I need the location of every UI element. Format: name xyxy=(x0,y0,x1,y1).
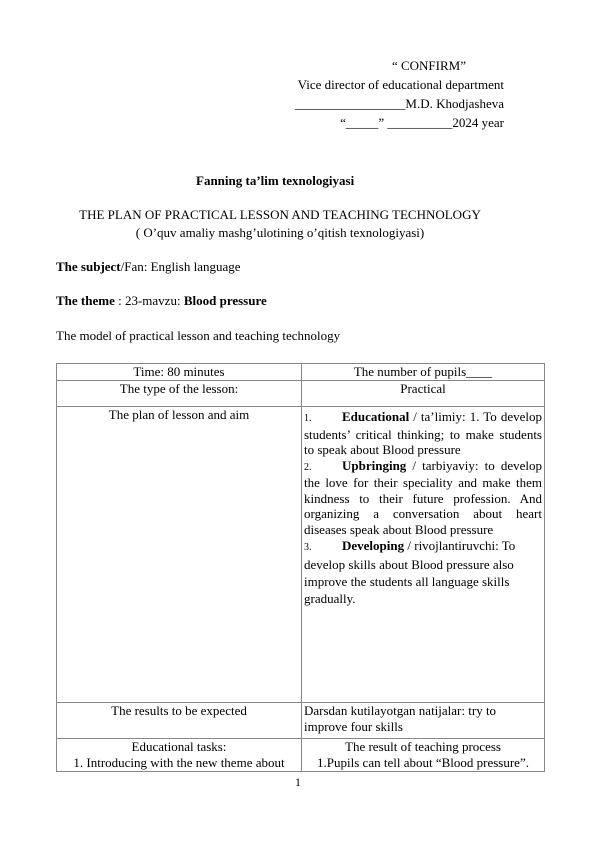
subject-line xyxy=(56,259,241,275)
theme-line xyxy=(56,293,267,309)
approval-date: “_____” __________2024 year xyxy=(340,115,504,130)
theme-mid: : 23-mavzu: xyxy=(114,293,184,308)
edu-tasks-item: 1. Introducing with the new theme about xyxy=(73,755,285,770)
page-number: 1 xyxy=(295,775,301,789)
lesson-plan-table xyxy=(56,363,545,772)
approver-signature: _________________M.D. Khodjasheva xyxy=(294,96,504,111)
theme-label: The theme xyxy=(56,293,115,308)
model-text: The model of practical lesson and teaching technology xyxy=(56,328,341,343)
lesson-type-value: Practical xyxy=(302,381,545,407)
aim-item: 1. Educational / ta’limiy: 1. To develop students’ critical thinking; to make students to speak about Blood pressure xyxy=(304,409,542,457)
teaching-result-label: The result of teaching process xyxy=(345,739,501,754)
edu-tasks-label: Educational tasks: xyxy=(131,739,227,754)
approver-position: Vice director of educational department xyxy=(297,77,504,92)
aims-cell xyxy=(302,407,545,703)
plan-subtitle: ( O’quv amaliy mashg’ulotining o’qitish texnologiyasi) xyxy=(135,225,425,240)
aim-item: 3. Developing / rivojlantiruvchi: To develop skills about Blood pressure also improve the students all language skills gradually. xyxy=(304,538,516,606)
lesson-type-label: The type of the lesson: xyxy=(57,381,302,407)
teaching-result-cell xyxy=(302,739,545,772)
edu-tasks-cell xyxy=(57,739,302,772)
results-value: Darsdan kutilayotgan natijalar: try to improve four skills xyxy=(302,703,545,739)
aim-item: 2. Upbringing / tarbiyaviy: to develop the love for their speciality and make them kindness to their future profession. And organizing a conversation about heart diseases speak about Blood pressure xyxy=(304,457,542,537)
table-row xyxy=(57,364,545,381)
table-row xyxy=(57,381,545,407)
subject-label: The subject xyxy=(56,259,121,274)
time-cell: Time: 80 minutes xyxy=(57,364,302,381)
table-row xyxy=(57,739,545,772)
subject-value: /Fan: English language xyxy=(120,259,241,274)
plan-title: THE PLAN OF PRACTICAL LESSON AND TEACHING TECHNOLOGY xyxy=(79,207,481,222)
approval-block xyxy=(295,56,504,132)
table-row xyxy=(57,407,545,703)
theme-value: Blood pressure xyxy=(183,293,267,308)
pupils-cell: The number of pupils____ xyxy=(302,364,545,381)
results-label: The results to be expected xyxy=(57,703,302,739)
doc-title: Fanning ta’lim texnologiyasi xyxy=(196,173,355,188)
confirm-heading: “ CONFIRM” xyxy=(391,58,466,73)
plan-aim-label: The plan of lesson and aim xyxy=(57,407,302,703)
table-row xyxy=(57,703,545,739)
teaching-result-item: 1.Pupils can tell about “Blood pressure”. xyxy=(317,755,529,770)
